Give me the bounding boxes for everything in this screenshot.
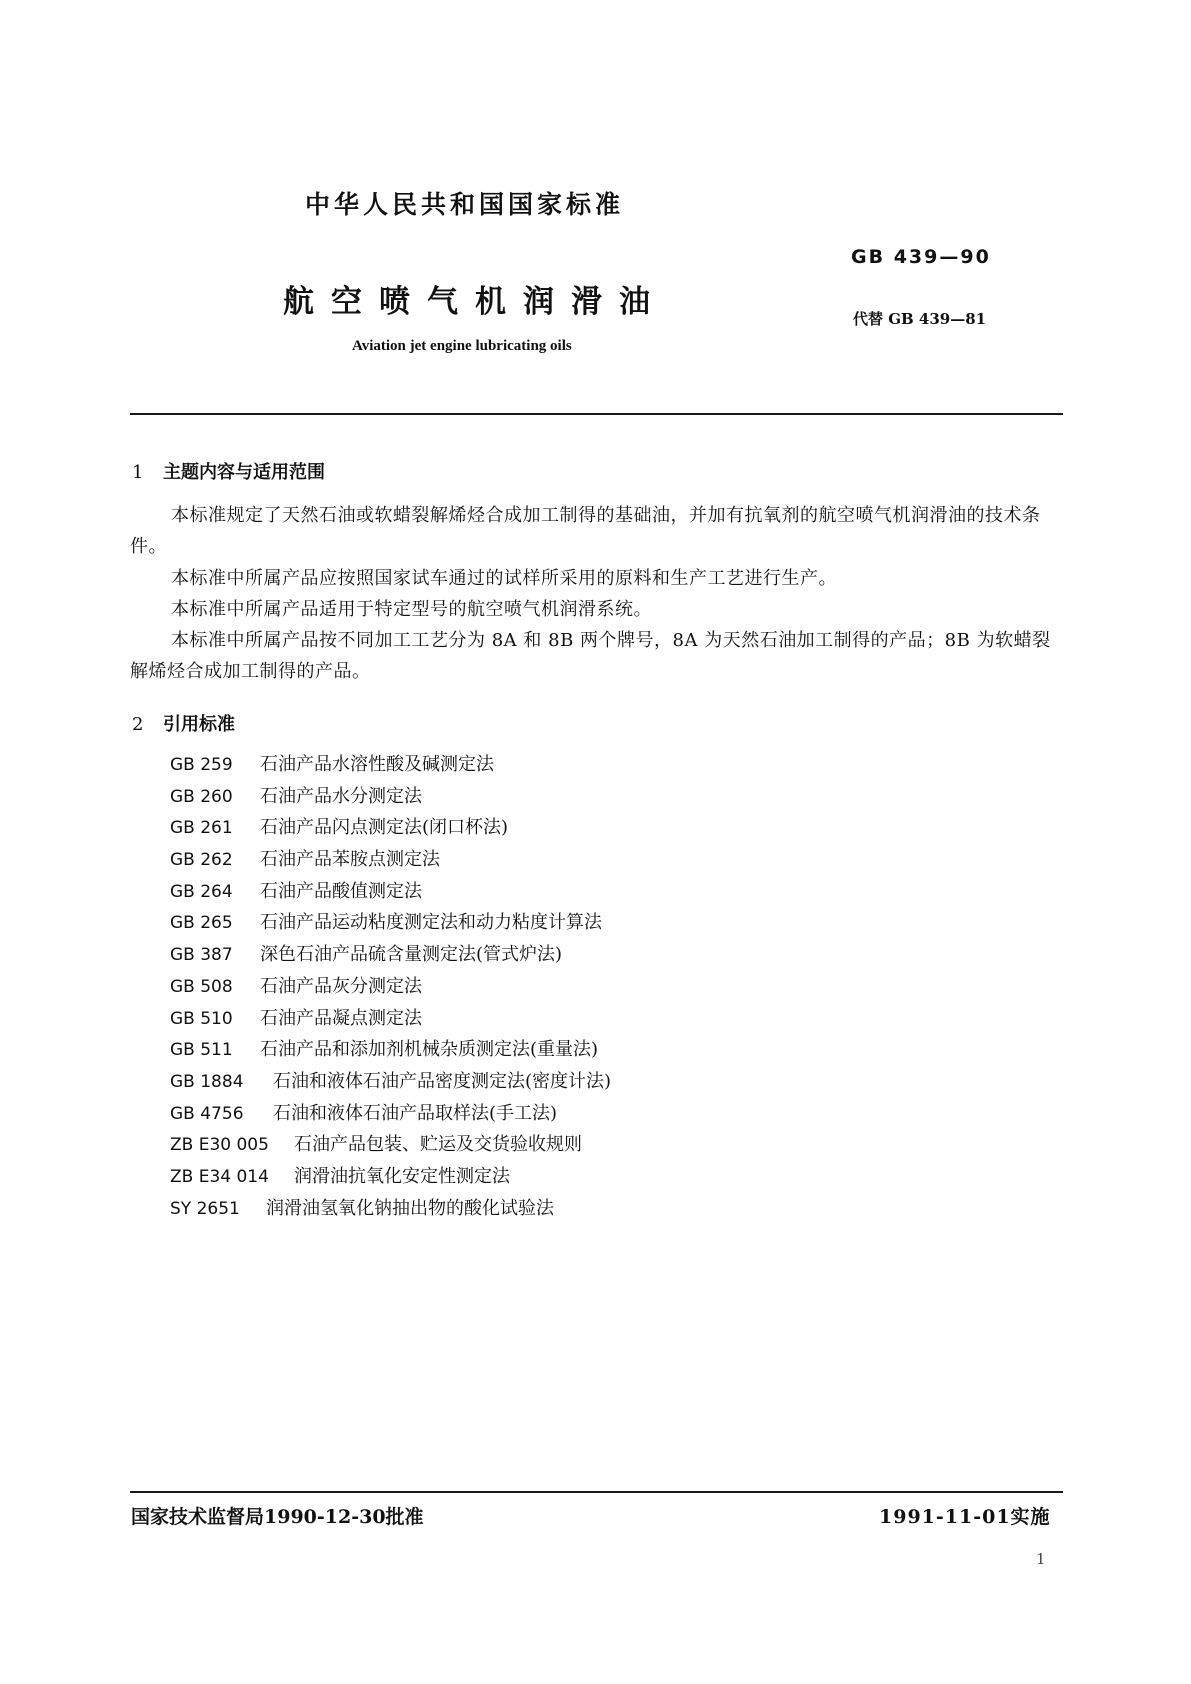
reference-item xyxy=(170,876,611,908)
reference-item xyxy=(170,907,611,939)
reference-item xyxy=(170,781,611,813)
paragraph-text: 本标准中所属产品应按照国家试车通过的试样所采用的原料和生产工艺进行生产。 xyxy=(171,568,837,589)
paragraph-text: 本标准中所属产品适用于特定型号的航空喷气机润滑系统。 xyxy=(171,599,652,620)
reference-code: ZB E34 014 xyxy=(170,1166,269,1187)
reference-code: GB 508 xyxy=(170,976,233,997)
reference-item xyxy=(170,1161,611,1193)
reference-name: 石油产品包装、贮运及交货验收规则 xyxy=(294,1134,582,1156)
reference-name: 石油产品灰分测定法 xyxy=(260,975,422,997)
effective-date: 1991-11-01实施 xyxy=(879,1506,1051,1528)
section-1-title: 主题内容与适用范围 xyxy=(163,462,325,483)
reference-code: GB 265 xyxy=(170,913,233,934)
paragraph-text: 本标准中所属产品按不同加工工艺分为 8A 和 8B 两个牌号，8A 为天然石油加工制得的产品；8B 为软蜡裂解烯烃合成加工制得的产品。 xyxy=(130,630,1051,682)
reference-code: GB 1884 xyxy=(170,1071,244,1092)
reference-code: GB 387 xyxy=(170,945,233,966)
reference-item xyxy=(170,844,611,876)
reference-name: 石油产品和添加剂机械杂质测定法(重量法) xyxy=(260,1039,599,1061)
footer-divider xyxy=(130,1491,1063,1493)
reference-item xyxy=(170,971,611,1003)
reference-item xyxy=(170,749,611,781)
approval-date: 国家技术监督局1990-12-30批准 xyxy=(131,1506,424,1528)
reference-code: GB 4756 xyxy=(170,1103,244,1124)
reference-list xyxy=(170,749,611,1224)
reference-name: 润滑油氢氧化钠抽出物的酸化试验法 xyxy=(266,1197,554,1219)
reference-item xyxy=(170,1034,611,1066)
section-2-title: 引用标准 xyxy=(163,714,235,735)
paragraph-text: 本标准规定了天然石油或软蜡裂解烯烃合成加工制得的基础油，并加有抗氧剂的航空喷气机润滑油的技术条件。 xyxy=(130,505,1041,557)
section-1-paragraph-3 xyxy=(130,594,1060,625)
document-title: 航空喷气机润滑油 xyxy=(283,284,667,320)
reference-code: GB 260 xyxy=(170,786,233,807)
section-1-number: 1 xyxy=(132,462,144,483)
reference-code: GB 262 xyxy=(170,850,233,871)
reference-name: 石油产品酸值测定法 xyxy=(260,880,422,902)
reference-code: GB 261 xyxy=(170,818,233,839)
reference-code: ZB E30 005 xyxy=(170,1135,269,1156)
section-1-paragraph-2 xyxy=(130,563,1060,594)
page-number: 1 xyxy=(1036,1550,1046,1568)
section-2-number: 2 xyxy=(132,714,144,735)
reference-name: 石油产品苯胺点测定法 xyxy=(260,849,440,871)
reference-code: GB 511 xyxy=(170,1040,233,1061)
reference-item xyxy=(170,1003,611,1035)
reference-item xyxy=(170,812,611,844)
reference-name: 石油产品水溶性酸及碱测定法 xyxy=(260,754,494,775)
english-title: Aviation jet engine lubricating oils xyxy=(352,338,572,354)
reference-name: 深色石油产品硫含量测定法(管式炉法) xyxy=(260,944,563,966)
reference-code: GB 259 xyxy=(170,755,233,775)
reference-name: 石油产品凝点测定法 xyxy=(260,1007,422,1029)
reference-name: 石油产品闪点测定法(闭口杯法) xyxy=(260,817,509,839)
reference-name: 石油产品水分测定法 xyxy=(260,785,422,807)
header-divider xyxy=(130,413,1063,415)
national-standard-title: 中华人民共和国国家标准 xyxy=(305,190,625,219)
standard-code: GB 439—90 xyxy=(851,246,991,268)
reference-item xyxy=(170,1129,611,1161)
section-1-paragraph-4 xyxy=(130,625,1060,687)
reference-name: 石油产品运动粘度测定法和动力粘度计算法 xyxy=(260,912,602,934)
reference-name: 石油和液体石油产品密度测定法(密度计法) xyxy=(273,1070,612,1092)
section-2-heading xyxy=(132,710,235,736)
replaces-standard: 代替 GB 439—81 xyxy=(853,310,987,328)
reference-item xyxy=(170,1098,611,1130)
reference-item xyxy=(170,1066,611,1098)
reference-name: 石油和液体石油产品取样法(手工法) xyxy=(273,1102,558,1124)
reference-item xyxy=(170,939,611,971)
reference-code: GB 264 xyxy=(170,881,233,902)
reference-code: SY 2651 xyxy=(170,1198,240,1219)
reference-name: 润滑油抗氧化安定性测定法 xyxy=(294,1165,510,1187)
section-1-paragraph-1 xyxy=(130,500,1060,562)
section-1-heading xyxy=(132,458,325,484)
reference-code: GB 510 xyxy=(170,1008,233,1029)
reference-item xyxy=(170,1193,611,1225)
